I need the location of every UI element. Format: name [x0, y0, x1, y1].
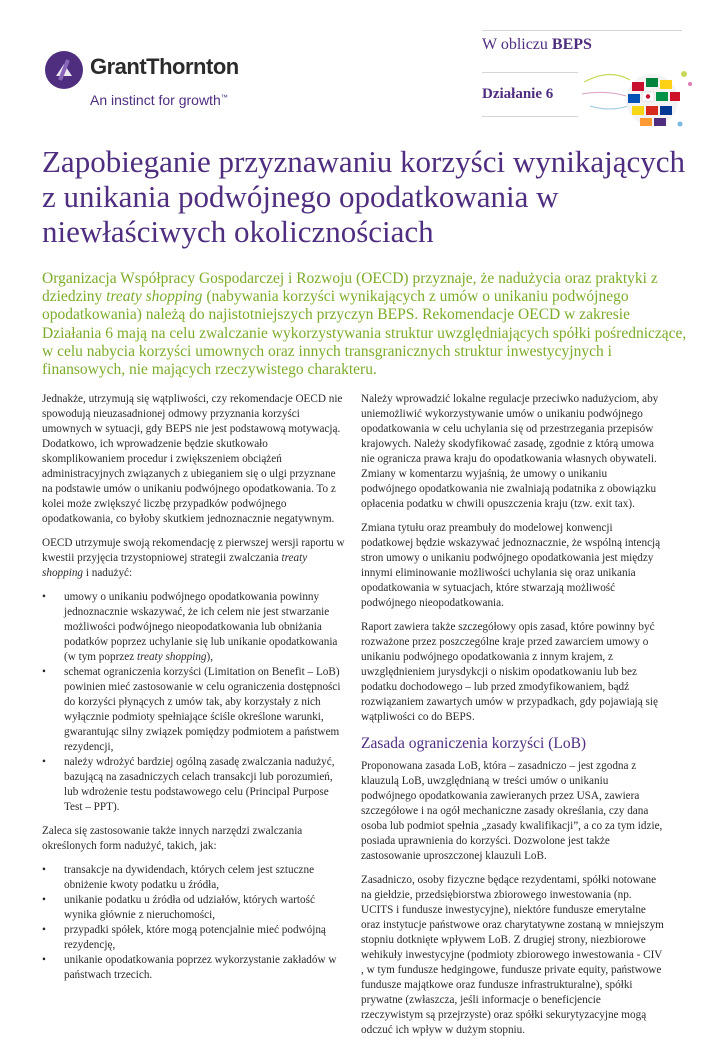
header-divider-bottom [482, 116, 578, 117]
list-item: • umowy o unikaniu podwójnego opodatkowania powinny jednoznacznie wskazywać, że ich celem nie jest stwarzanie możliwości podwójnego nieopodatkowania lub obniżania podatków poprzez uchylanie się lub unikanie opodatkowania (w tym poprzez treaty shopping), [42, 590, 345, 665]
right-paragraph-1: Należy wprowadzić lokalne regulacje przeciwko nadużyciom, aby uniemożliwić wykorzystywanie umów o unikaniu podwójnego opodatkowania w celu uchylania się od przestrzegania przepisów krajowych. Należy skodyfikować zasadę, zgodnie z którą umowa nie ogranicza prawa kraju do opodatkowania własnych obywateli. Zmiany w komentarzu wyjaśnią, że umowy o unikaniu podwójnego opodatkowania nie zwalniają podatnika z obowiązku opłacenia podatku w chwili opuszczenia kraju (tzw. exit tax). [361, 393, 659, 510]
list-item: • unikanie opodatkowania poprzez wykorzystanie zakładów w państwach trzecich. [42, 953, 345, 983]
grant-thornton-logo-icon [44, 50, 84, 90]
list-item: • należy wdrożyć bardziej ogólną zasadę zwalczania nadużyć, bazującą na zasadniczych celach transakcji lub porozumień, lub wdrożenie testu podstawowego celu (Principal Purpose Test – PPT). [42, 755, 345, 815]
tagline: An instinct for growth™ [90, 92, 228, 108]
left-column [42, 392, 345, 992]
right-paragraph-5: Zasadniczo, osoby fizyczne będące rezydentami, spółki notowane na giełdzie, przedsiębiorstwa zbiorowego inwestowania (np. UCITS i fundusze inwestycyjne), niektóre fundusze emerytalne oraz instytucje państwowe oraz charytatywne zostaną w mniejszym stopniu dotknięte wpływem LoB. Z drugiej strony, niezbiorowe wehikuły inwestycyjne (podmioty zbiorowego inwestowania - CIV , w tym fundusze hedgingowe, fundusze private equity, państwowe fundusze majątkowe oraz fundusze infrastrukturalne), spółki prywatne (zwłaszcza, jeśli informacje o beneficjencie rzeczywistym są przejrzyste) oraz spółki sekurytyzacyjne mogą odczuć ich wpływ w dużym stopniu. [361, 874, 664, 1036]
page-title: Zapobieganie przyznawaniu korzyści wynikających z unikania podwójnego opodatkowania w niewłaściwych okolicznościach [42, 144, 685, 249]
header-divider-middle [482, 72, 578, 73]
brand-name: GrantThornton [90, 54, 239, 79]
list-item: • przypadki spółek, które mogą potencjalnie mieć podwójną rezydencję, [42, 923, 345, 953]
series-title: W obliczu BEPS [482, 36, 592, 53]
list-item: • unikanie podatku u źródła od udziałów, których wartość wynika głównie z nieruchomości, [42, 893, 345, 923]
right-column [361, 392, 664, 1047]
right-paragraph-3: Raport zawiera także szczegółowy opis zasad, które powinny być rozważone przez poszczególne kraje przed zawarciem umowy o unikaniu podwójnego opodatkowania z innym krajem, z uwzględnieniem jurysdykcji o niskim opodatkowaniu lub bez podatku dochodowego – lub przed zmodyfikowaniem, bądź rozwiązaniem zawartych umów w przypadkach, gdy pojawiają się wątpliwości co do BEPS. [361, 621, 658, 723]
flags-globe-illustration [580, 62, 696, 142]
lead-paragraph: Organizacja Współpracy Gospodarczej i Rozwoju (OECD) przyznaje, że nadużycia oraz praktyki z dziedziny treaty shopping (nabywania korzyści wynikających z umów o unikaniu podwójnego opodatkowania) należą do najistotniejszych przyczyn BEPS. Rekomendacje OECD w zakresie Działania 6 mają na celu zwalczanie wykorzystywania struktur uwzględniających spółki pośredniczące, w celu nabycia korzyści umownych oraz innych transgranicznych struktur inwestycyjnych i finansowych, nie mających rzeczywistego charakteru. [42, 270, 687, 379]
left-paragraph-2: OECD utrzymuje swoją rekomendację z pierwszej wersji raportu w kwestii przyjęcia trzystopniowej strategii zwalczania treaty shopping i nadużyć: [42, 537, 345, 579]
action-label: Działanie 6 [482, 86, 554, 102]
grant-thornton-logo [44, 50, 244, 110]
tools-list [42, 863, 345, 983]
right-paragraph-4: Proponowana zasada LoB, która – zasadniczo – jest zgodna z klauzulą LoB, uwzględnianą w treści umów o unikaniu podwójnego opodatkowania zawieranych przez USA, zawiera szczegółowe i na ogół mechaniczne zasady określania, czy dana osoba lub podmiot spełnia „zasady kwalifikacji”, a co za tym idzie, posiada uprawnienia do korzyści. Dozwolone jest także zastosowanie uproszczonej klauzuli LoB. [361, 760, 663, 862]
strategy-list [42, 590, 345, 815]
list-item: • transakcje na dywidendach, których celem jest sztuczne obniżenie kwoty podatku u źródła, [42, 863, 345, 893]
list-item: • schemat ograniczenia korzyści (Limitation on Benefit – LoB) powinien mieć zastosowanie w celu ograniczenia dostępności do korzyści płynących z umów tak, aby korzystały z nich wyłącznie podmioty spełniające ściśle określone warunki, gwarantując silny związek pomiędzy podmiotem a państwem rezydencji, [42, 665, 345, 755]
left-paragraph-3: Zaleca się zastosowanie także innych narzędzi zwalczania określonych form nadużyć, takich, jak: [42, 825, 303, 852]
left-paragraph-1: Jednakże, utrzymują się wątpliwości, czy rekomendacje OECD nie spowodują nieuzasadnionej odmowy przyznania korzyści umownych w sytuacji, gdy BEPS nie jest podstawową motywacją. Dodatkowo, ich wprowadzenie będzie skutkowało skomplikowaniem procedur i zwiększeniem obciążeń administracyjnych związanych z ubieganiem się o ulgi przyznane na podstawie umów o unikaniu podwójnego opodatkowania. To z kolei może zwiększyć liczbę przypadków podwójnego opodatkowania, co byłoby skutkiem jednoznacznie negatywnym. [42, 393, 343, 525]
section-heading-lob: Zasada ograniczenia korzyści (LoB) [361, 735, 587, 752]
right-paragraph-2: Zmiana tytułu oraz preambuły do modelowej konwencji podatkowej będzie wskazywać jednoznacznie, że wspólną intencją stron umowy o unikaniu podwójnego opodatkowania jest między innymi eliminowanie możliwości uchylania się oraz unikania opodatkowania w sytuacjach, które stwarzają możliwość podwójnego nieopodatkowania. [361, 522, 661, 609]
header-divider-top [482, 30, 682, 31]
